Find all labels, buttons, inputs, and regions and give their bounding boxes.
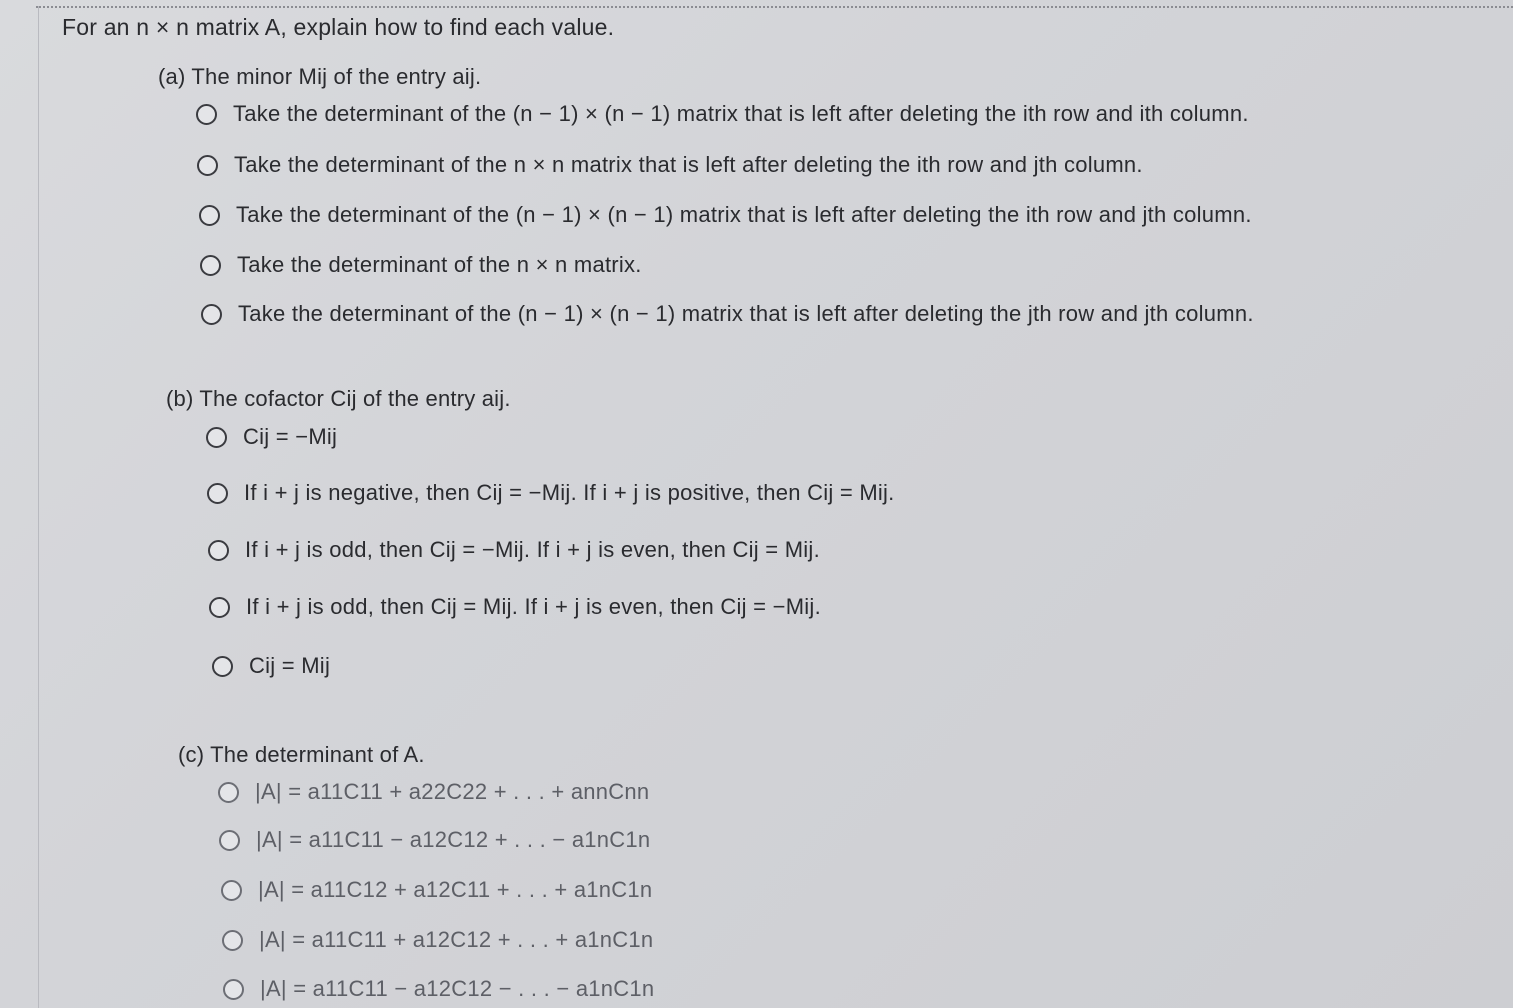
- part-c-option-5[interactable]: [223, 976, 654, 1002]
- part-b-option-4[interactable]: [209, 594, 821, 620]
- option-label: Take the determinant of the n × n matrix.: [237, 252, 642, 277]
- part-a-option-1[interactable]: [196, 101, 1249, 127]
- part-b-option-3[interactable]: [208, 537, 820, 563]
- top-border: [36, 6, 1513, 8]
- option-label: |A| = a11C11 − a12C12 + . . . − a1nC1n: [256, 827, 651, 852]
- radio-button[interactable]: [207, 483, 228, 504]
- option-label: If i + j is negative, then Cij = −Mij. If i + j is positive, then Cij = Mij.: [244, 480, 895, 505]
- left-rule: [38, 6, 39, 1008]
- part-a-option-2[interactable]: [197, 152, 1143, 178]
- radio-button[interactable]: [212, 656, 233, 677]
- part-a-option-3[interactable]: [199, 202, 1252, 228]
- option-label: If i + j is odd, then Cij = −Mij. If i + j is even, then Cij = Mij.: [245, 537, 820, 562]
- radio-button[interactable]: [200, 255, 221, 276]
- part-c-label: (c) The determinant of A.: [178, 742, 425, 767]
- radio-button[interactable]: [208, 540, 229, 561]
- radio-button[interactable]: [223, 979, 244, 1000]
- part-c-option-3[interactable]: [221, 877, 652, 903]
- radio-button[interactable]: [219, 830, 240, 851]
- option-label: If i + j is odd, then Cij = Mij. If i + j is even, then Cij = −Mij.: [246, 594, 821, 619]
- option-label: Cij = −Mij: [243, 424, 338, 449]
- part-a-label: (a) The minor Mij of the entry aij.: [158, 64, 482, 89]
- option-label: Take the determinant of the n × n matrix that is left after deleting the ith row and jth column.: [234, 152, 1143, 177]
- radio-button[interactable]: [222, 930, 243, 951]
- part-b-option-5[interactable]: [212, 653, 330, 679]
- radio-button[interactable]: [197, 155, 218, 176]
- question-text: For an n × n matrix A, explain how to find each value.: [62, 14, 615, 40]
- radio-button[interactable]: [201, 304, 222, 325]
- radio-button[interactable]: [209, 597, 230, 618]
- radio-button[interactable]: [199, 205, 220, 226]
- option-label: Cij = Mij: [249, 653, 331, 678]
- option-label: Take the determinant of the (n − 1) × (n − 1) matrix that is left after deleting the ith row and ith column.: [233, 101, 1249, 126]
- option-label: |A| = a11C11 + a12C12 + . . . + a1nC1n: [259, 927, 654, 952]
- part-a-option-4[interactable]: [200, 252, 642, 278]
- part-b-label: (b) The cofactor Cij of the entry aij.: [166, 386, 511, 411]
- part-c-option-2[interactable]: [219, 827, 650, 853]
- option-label: |A| = a11C11 − a12C12 − . . . − a1nC1n: [260, 976, 655, 1001]
- radio-button[interactable]: [221, 880, 242, 901]
- option-label: |A| = a11C11 + a22C22 + . . . + annCnn: [255, 779, 650, 804]
- part-b-option-1[interactable]: [206, 424, 337, 450]
- radio-button[interactable]: [206, 427, 227, 448]
- radio-button[interactable]: [196, 104, 217, 125]
- option-label: Take the determinant of the (n − 1) × (n − 1) matrix that is left after deleting the ith row and jth column.: [236, 202, 1252, 227]
- part-b-option-2[interactable]: [207, 480, 895, 506]
- option-label: |A| = a11C12 + a12C11 + . . . + a1nC1n: [258, 877, 653, 902]
- radio-button[interactable]: [218, 782, 239, 803]
- part-c-option-1[interactable]: [218, 779, 649, 805]
- option-label: Take the determinant of the (n − 1) × (n − 1) matrix that is left after deleting the jth row and jth column.: [238, 301, 1254, 326]
- part-a-option-5[interactable]: [201, 301, 1254, 327]
- part-c-option-4[interactable]: [222, 927, 653, 953]
